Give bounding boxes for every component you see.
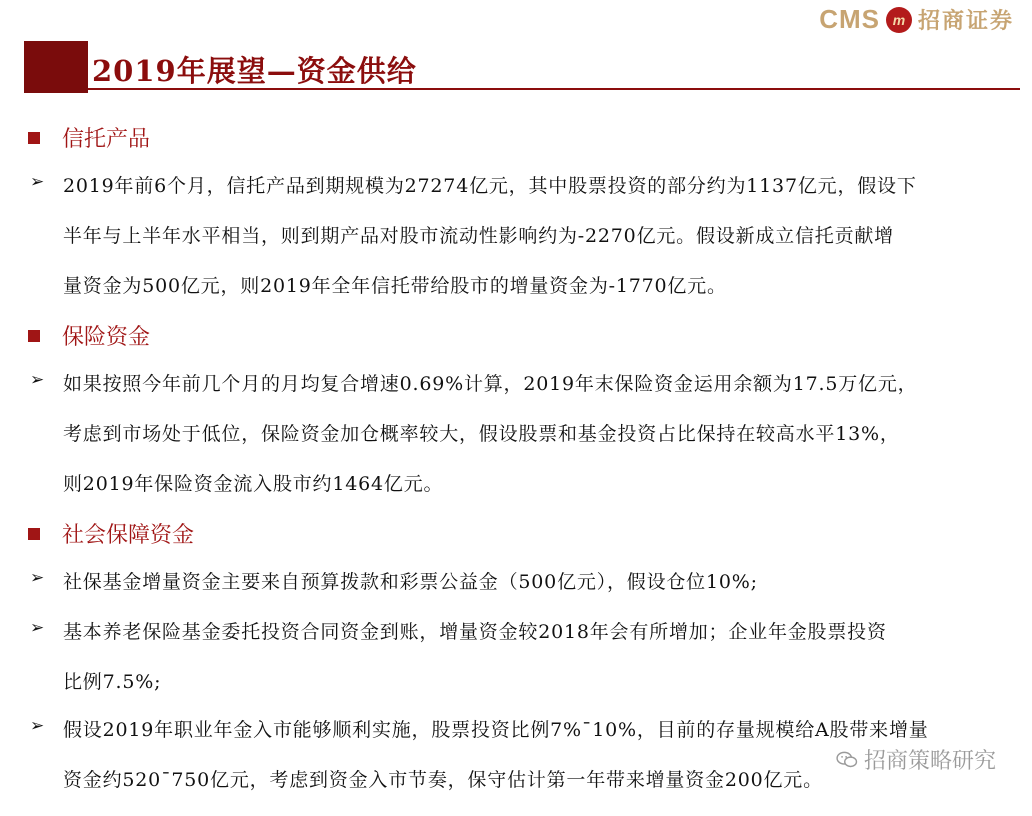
page-title: 2019年展望—资金供给	[92, 54, 417, 88]
arrow-bullet-icon: ➢	[30, 618, 45, 638]
arrow-bullet-icon: ➢	[30, 716, 45, 736]
bullet-line: 资金约520¯750亿元，考虑到资金入市节奏，保守估计第一年带来增量资金200亿元。	[63, 769, 823, 791]
logo-badge-icon: m	[886, 7, 912, 33]
bullet-line: 假设2019年职业年金入市能够顺利实施，股票投资比例7%¯10%，目前的存量规模给A股带来增量	[63, 719, 929, 741]
square-bullet-icon	[28, 132, 40, 144]
bullet-line: 社保基金增量资金主要来自预算拨款和彩票公益金（500亿元），假设仓位10%;	[63, 571, 758, 593]
logo-company-name: 招商证券	[917, 8, 1014, 34]
watermark	[836, 744, 996, 775]
watermark-text: 招商策略研究	[863, 749, 996, 774]
section-title: 信托产品	[62, 127, 151, 152]
section-insurance-funds	[24, 320, 150, 351]
bullet-line: 考虑到市场处于低位，保险资金加仓概率较大，假设股票和基金投资占比保持在较高水平13%，	[63, 423, 900, 445]
title-divider	[88, 88, 1020, 90]
title-accent-block	[24, 41, 88, 93]
arrow-bullet-icon: ➢	[30, 370, 45, 390]
section-title: 保险资金	[62, 325, 151, 350]
bullet-line: 则2019年保险资金流入股市约1464亿元。	[63, 473, 444, 495]
bullet-line: 比例7.5%;	[63, 671, 162, 693]
section-trust-products	[24, 122, 150, 153]
wechat-icon	[836, 751, 858, 769]
arrow-bullet-icon: ➢	[30, 568, 45, 588]
bullet-line: 半年与上半年水平相当，则到期产品对股市流动性影响约为-2270亿元。假设新成立信托贡献增	[63, 225, 894, 247]
section-title: 社会保障资金	[62, 523, 195, 548]
bullet-line: 量资金为500亿元，则2019年全年信托带给股市的增量资金为-1770亿元。	[63, 275, 727, 297]
section-social-security-funds	[24, 518, 194, 549]
bullet-line: 2019年前6个月，信托产品到期规模为27274亿元，其中股票投资的部分约为1137亿元，假设下	[63, 175, 917, 197]
bullet-line: 基本养老保险基金委托投资合同资金到账，增量资金较2018年会有所增加；企业年金股票投资	[63, 621, 887, 643]
square-bullet-icon	[28, 330, 40, 342]
company-logo	[819, 4, 1014, 35]
bullet-line: 如果按照今年前几个月的月均复合增速0.69%计算，2019年末保险资金运用余额为17.5万亿元，	[63, 373, 918, 395]
logo-cms-text: CMS	[819, 4, 880, 34]
arrow-bullet-icon: ➢	[30, 172, 45, 192]
square-bullet-icon	[28, 528, 40, 540]
